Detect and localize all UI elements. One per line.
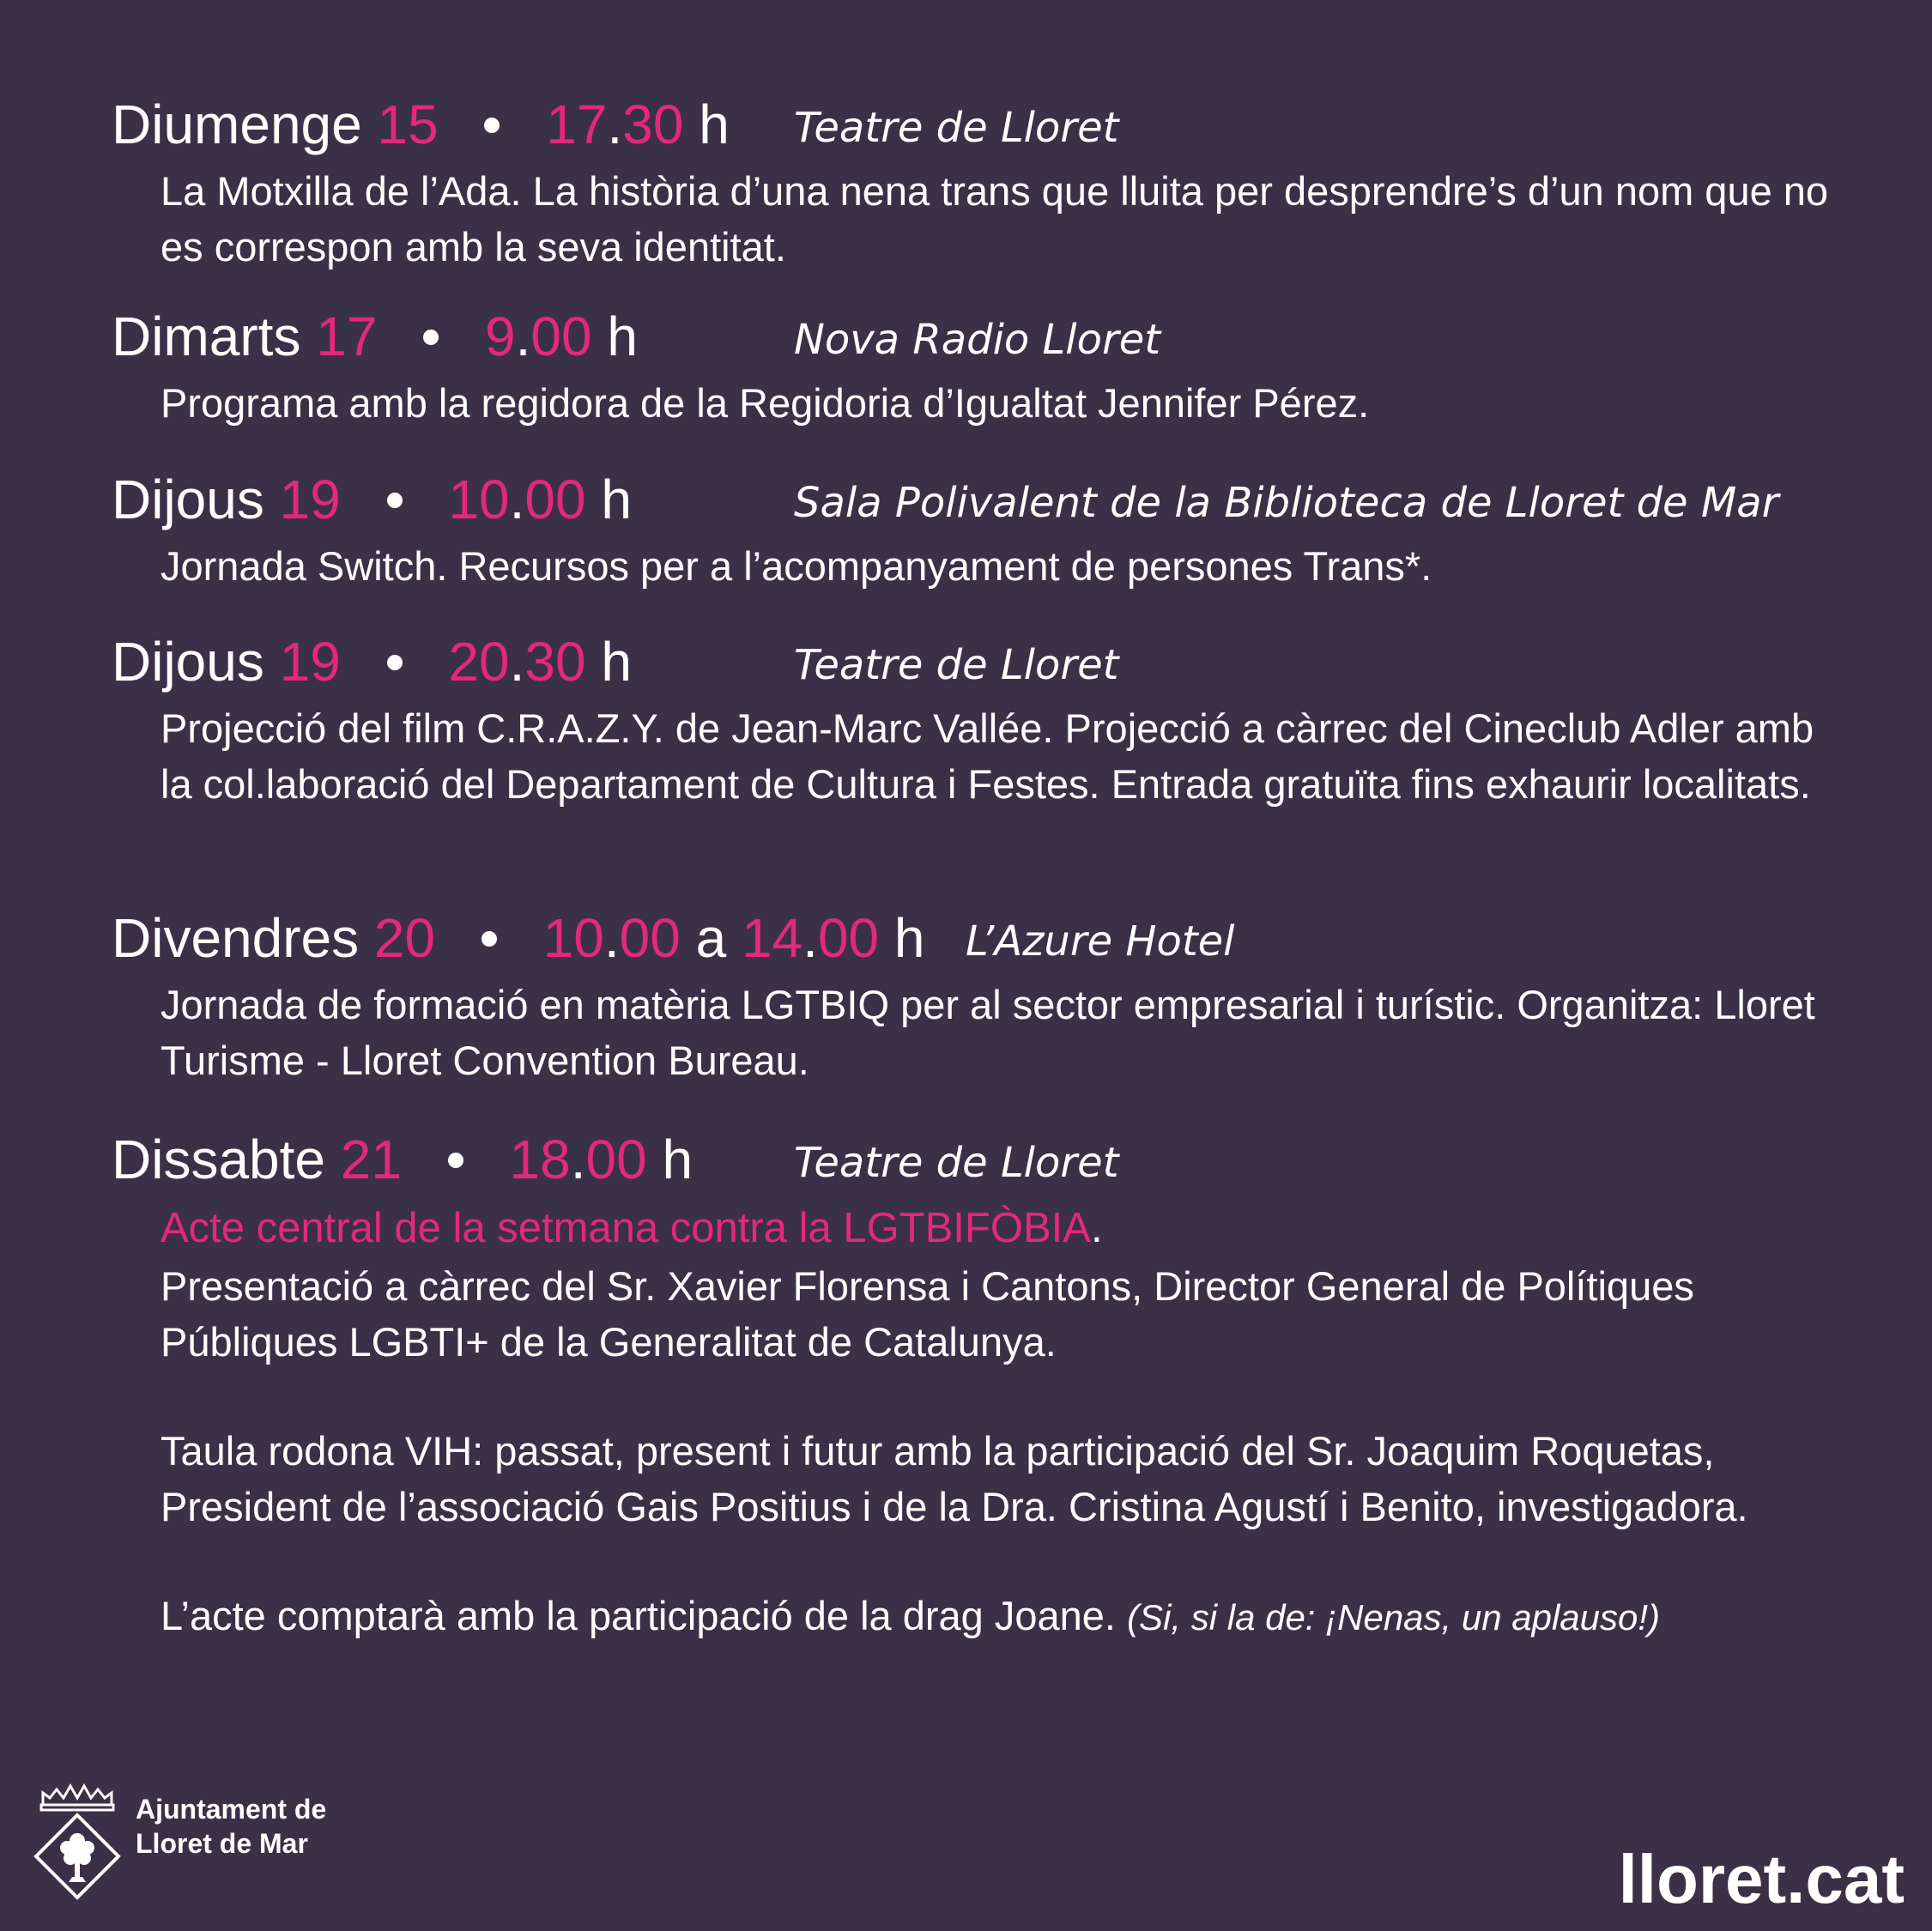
time-unit: h	[893, 907, 925, 969]
event-date: 20	[373, 907, 436, 969]
highlight-title	[160, 1198, 1854, 1258]
event-day: Dimarts	[112, 306, 301, 367]
description-text: Programa amb la regidora de la Regidoria d’Igualtat Jennifer Pérez.	[160, 380, 1370, 426]
event-description	[160, 163, 1854, 275]
time-unit: h	[607, 306, 638, 367]
time-start-minute: 00	[619, 907, 681, 969]
event-1	[112, 86, 1854, 275]
time-hour: 17	[546, 94, 608, 155]
event-description	[160, 538, 1854, 594]
description-text: Projecció del film C.R.A.Z.Y. de Jean-Marc Vallée. Projecció a càrrec del Cineclub Adler amb la col.laboració del Departament de Cultura i Festes. Entrada gratuïta fins exhaurir localitats.	[160, 705, 1814, 807]
event-day: Dijous	[112, 469, 264, 530]
description-paragraph-2: Taula rodona VIH: passat, present i futur amb la participació del Sr. Joaquim Roquetas, President de l’associació Gais Positius i de la Dra. Cristina Agustí i Benito, investigadora.	[160, 1428, 1748, 1529]
description-text: La Motxilla de l’Ada. La història d’una nena trans que lluita per desprendre’s d’un nom que no es correspon amb la seva identitat.	[160, 168, 1829, 269]
org-line-1: Ajuntament de	[136, 1794, 327, 1825]
paragraph-3-aside: (Si, si la de: ¡Nenas, un aplauso!)	[1127, 1597, 1661, 1637]
event-description	[160, 700, 1854, 812]
time-unit: h	[662, 1129, 693, 1190]
time-hour: 10	[448, 469, 510, 530]
time-hour: 9	[484, 306, 516, 367]
paragraph-3-text: L’acte comptarà amb la participació de la drag Joane.	[160, 1593, 1116, 1638]
organization-name	[136, 1792, 326, 1861]
event-time-end: 14.00	[741, 907, 880, 969]
bullet-dot	[484, 118, 500, 133]
event-time: 10.00	[448, 469, 586, 530]
town-crest-icon	[26, 1781, 129, 1901]
event-header	[112, 86, 1854, 163]
time-start-hour: 10	[542, 907, 604, 969]
highlight-period: .	[1090, 1205, 1103, 1251]
time-connector: a	[695, 907, 727, 969]
event-date: 15	[377, 94, 439, 155]
description-paragraph-3	[160, 1588, 1854, 1645]
event-time: 20.30	[448, 631, 586, 693]
time-minute: 00	[530, 306, 592, 367]
time-unit: h	[601, 631, 632, 693]
time-unit: h	[601, 469, 632, 530]
event-header	[112, 899, 1854, 977]
event-header	[112, 623, 1854, 700]
event-venue: L’Azure Hotel	[966, 917, 1235, 966]
time-end-hour: 14	[741, 907, 803, 969]
event-venue: Sala Polivalent de la Biblioteca de Lloret de Mar	[794, 479, 1779, 527]
website-link[interactable]: lloret.cat	[1618, 1841, 1905, 1917]
time-minute: 00	[585, 1129, 647, 1190]
org-line-2: Lloret de Mar	[136, 1828, 308, 1859]
event-header	[112, 298, 1854, 375]
event-2	[112, 298, 1854, 431]
event-time: 9.00	[484, 306, 592, 367]
event-time: 17.30	[546, 94, 684, 155]
event-day: Dijous	[112, 631, 264, 693]
time-minute: 00	[524, 469, 586, 530]
event-day: Diumenge	[112, 94, 362, 155]
event-4	[112, 623, 1854, 812]
event-5	[112, 899, 1854, 1088]
time-hour: 20	[448, 631, 510, 693]
event-6	[112, 1121, 1854, 1645]
event-description	[160, 375, 1854, 431]
event-date: 19	[279, 631, 341, 693]
event-time: 18.00	[509, 1129, 647, 1190]
event-header	[112, 1121, 1854, 1198]
bullet-dot	[387, 655, 403, 670]
event-day: Divendres	[112, 907, 360, 969]
event-description	[160, 1198, 1854, 1645]
event-header	[112, 461, 1854, 538]
event-date: 17	[316, 306, 378, 367]
time-minute: 30	[622, 94, 684, 155]
time-hour: 18	[509, 1129, 571, 1190]
event-3	[112, 461, 1854, 594]
event-time: 10.00	[542, 907, 681, 969]
time-minute: 30	[524, 631, 586, 693]
time-unit: h	[699, 94, 730, 155]
event-venue: Teatre de Lloret	[794, 641, 1119, 689]
description-text: Jornada de formació en matèria LGTBIQ per al sector empresarial i turístic. Organitza: Lloret Turisme - Lloret Convention Bureau.	[160, 982, 1815, 1083]
description-paragraph-1: Presentació a càrrec del Sr. Xavier Florensa i Cantons, Director General de Polítiques Públiques LGBTI+ de la Generalitat de Catalunya.	[160, 1263, 1694, 1365]
bullet-dot	[448, 1153, 463, 1168]
event-venue: Teatre de Lloret	[794, 104, 1119, 152]
bullet-dot	[423, 330, 439, 345]
event-day: Dissabte	[112, 1129, 325, 1190]
event-venue: Teatre de Lloret	[794, 1139, 1119, 1187]
highlight-text: Acte central de la setmana contra la LGTBIFÒBIA	[160, 1205, 1091, 1251]
event-description	[160, 977, 1854, 1088]
event-date: 21	[340, 1129, 402, 1190]
time-end-minute: 00	[817, 907, 880, 969]
bullet-dot	[481, 931, 497, 947]
description-text: Jornada Switch. Recursos per a l’acompanyament de persones Trans*.	[160, 543, 1432, 589]
event-date: 19	[279, 469, 341, 530]
event-venue: Nova Radio Lloret	[794, 316, 1161, 364]
bullet-dot	[387, 493, 403, 508]
